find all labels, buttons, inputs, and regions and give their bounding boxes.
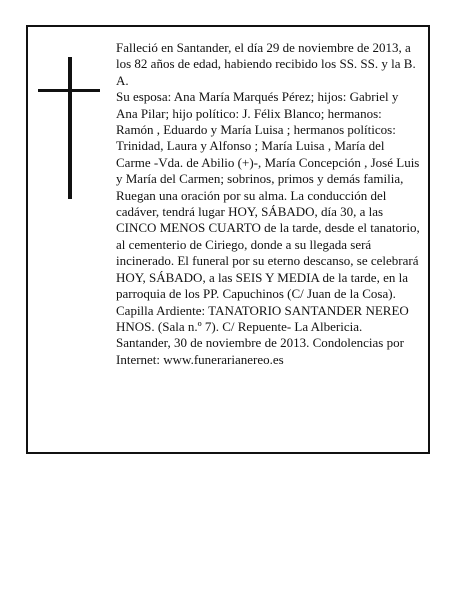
date-and-condolences: Santander, 30 de noviembre de 2013. Condolencias por Internet: www.funerarianereo.es (116, 335, 404, 367)
cross-vertical-bar (68, 57, 72, 199)
family-list: Su esposa: Ana María Marqués Pérez; hijos: Gabriel y Ana Pilar; hijo político: J. Félix Blanco; hermanos: Ramón , Eduardo y María Luisa ; hermanos políticos: Trinidad, Laura y Alfonso ; María Luisa , María del Carme -Vda. de Abilio (+)-, María Concepción , José Luis y María del Carmen; sobrinos, primos y demás familia, (116, 89, 420, 187)
funeral-arrangements: Ruegan una oración por su alma. La conducción del cadáver, tendrá lugar HOY, SÁBADO, día 30, a las CINCO MENOS CUARTO de la tarde, desde el tanatorio, al cementerio de Ciriego, donde a su llegada será incinerado. El funeral por su eterno descanso, se celebrará HOY, SÁBADO, a las SEIS Y MEDIA de la tarde, en la parroquia de los PP. Capuchinos (C/ Juan de la Cosa). Capilla Ardiente: TANATORIO SANTANDER NEREO HNOS. (Sala n.º 7). C/ Repuente- La Albericia. (116, 187, 420, 334)
obituary-notice (26, 25, 430, 454)
cross-horizontal-bar (38, 89, 100, 92)
obituary-text (116, 40, 420, 368)
death-announcement: Falleció en Santander, el día 29 de noviembre de 2013, a los 82 años de edad, habiendo recibido los SS. SS. y la B. A. (116, 40, 416, 88)
